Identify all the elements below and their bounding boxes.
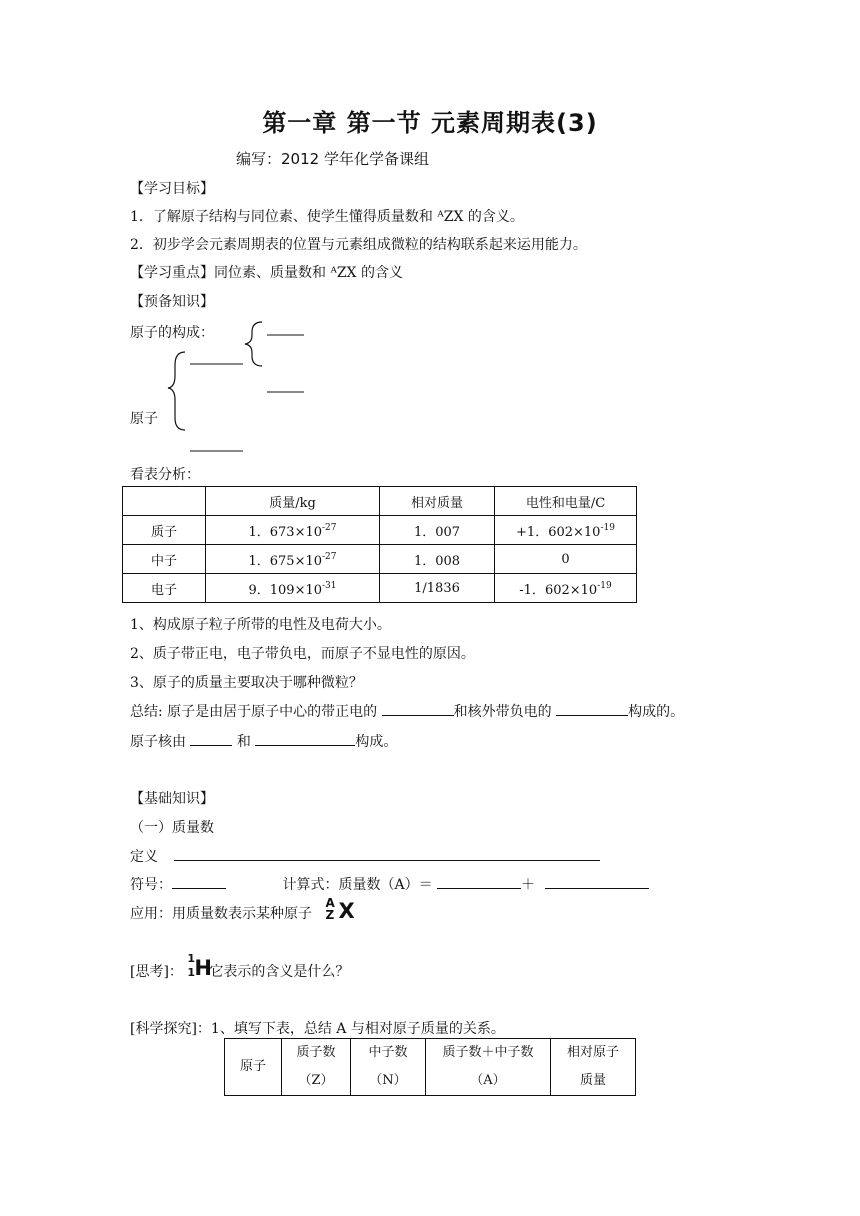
table-header-cell: 电性和电量/C	[495, 487, 637, 516]
summary-line-1: 总结: 原子是由居于原子中心的带正电的 和核外带负电的 构成的。	[130, 701, 684, 721]
author-line: 编写：2012 学年化学备课组	[236, 150, 429, 168]
explore-header-neutrons: 中子数 （N）	[351, 1039, 426, 1096]
table-row	[123, 545, 637, 574]
blank-formula-term-1[interactable]	[437, 874, 521, 889]
definition-line: 定义	[130, 846, 600, 866]
objective-item-1: 1．了解原子结构与同位素、使学生懂得质量数和 ᴬZX 的含义。	[130, 209, 524, 225]
nuclide-symbol-AZX: A Z X	[325, 896, 355, 923]
atom-structure-diagram	[160, 315, 320, 455]
symbol-formula-line: 符号： 计算式：质量数（A）＝ ＋	[130, 874, 649, 894]
particle-name: 质子	[123, 516, 206, 545]
explore-line: [科学探究]：1、填写下表，总结 A 与相对原子质量的关系。	[130, 1021, 505, 1037]
basics-heading: 【基础知识】	[130, 791, 214, 807]
blank-symbol[interactable]	[172, 874, 226, 889]
keypoints-line: 【学习重点】同位素、质量数和 ᴬZX 的含义	[130, 265, 403, 281]
table-analysis-label: 看表分析：	[130, 467, 200, 483]
explore-header-relative-mass: 相对原子 质量	[551, 1039, 636, 1096]
atom-composition-label: 原子的构成：	[130, 325, 214, 341]
particle-table	[122, 486, 637, 603]
table-row	[123, 574, 637, 603]
nuclide-symbol-1H: 1 1 H	[187, 952, 212, 980]
particle-charge: -1．$602\times 10^{-19}$	[495, 574, 637, 603]
question-3: 3、原子的质量主要取决于哪种微粒？	[130, 675, 363, 691]
summary-line-2: 原子核由 和 构成。	[130, 731, 397, 751]
objective-item-2: 2．初步学会元素周期表的位置与元素组成微粒的结构联系起来运用能力。	[130, 237, 587, 253]
atom-label: 原子	[130, 411, 158, 427]
page-title: 第一章 第一节 元素周期表(3)	[262, 109, 598, 137]
explore-header-atom: 原子	[225, 1039, 282, 1096]
table-row	[123, 516, 637, 545]
blank-nucleus[interactable]	[382, 701, 454, 716]
explore-header-protons: 质子数 （Z）	[282, 1039, 351, 1096]
particle-name: 电子	[123, 574, 206, 603]
particle-charge: 0	[495, 545, 637, 574]
application-line: 应用：用质量数表示某种原子 A Z X	[130, 896, 355, 923]
particle-relative-mass: 1．007	[380, 516, 495, 545]
section-mass-number: （一）质量数	[130, 820, 214, 836]
think-line: [思考]： 1 1 H 它表示的含义是什么？	[130, 952, 350, 980]
table-header-cell: 相对质量	[380, 487, 495, 516]
blank-electrons[interactable]	[556, 701, 628, 716]
particle-name: 中子	[123, 545, 206, 574]
explore-header-mass-number: 质子数＋中子数 （A）	[426, 1039, 551, 1096]
table-header-cell: 质量/kg	[206, 487, 380, 516]
particle-mass: 1．$673\times 10^{-27}$	[206, 516, 380, 545]
outer-brace	[168, 352, 185, 430]
blank-formula-term-2[interactable]	[545, 874, 649, 889]
blank-protons[interactable]	[190, 731, 232, 746]
particle-mass: 1．$675\times 10^{-27}$	[206, 545, 380, 574]
table-header-cell	[123, 487, 206, 516]
particle-mass: 9．$109\times 10^{-31}$	[206, 574, 380, 603]
particle-relative-mass: 1/1836	[380, 574, 495, 603]
prep-heading: 【预备知识】	[130, 294, 214, 310]
question-1: 1、构成原子粒子所带的电性及电荷大小。	[130, 617, 391, 633]
blank-neutrons[interactable]	[255, 731, 355, 746]
exploration-table	[224, 1038, 636, 1096]
inner-brace	[245, 322, 262, 366]
particle-relative-mass: 1．008	[380, 545, 495, 574]
blank-definition[interactable]	[174, 846, 600, 861]
question-2: 2、质子带正电，电子带负电，而原子不显电性的原因。	[130, 646, 475, 662]
objectives-heading: 【学习目标】	[130, 181, 214, 197]
particle-charge: +1．$602\times 10^{-19}$	[495, 516, 637, 545]
